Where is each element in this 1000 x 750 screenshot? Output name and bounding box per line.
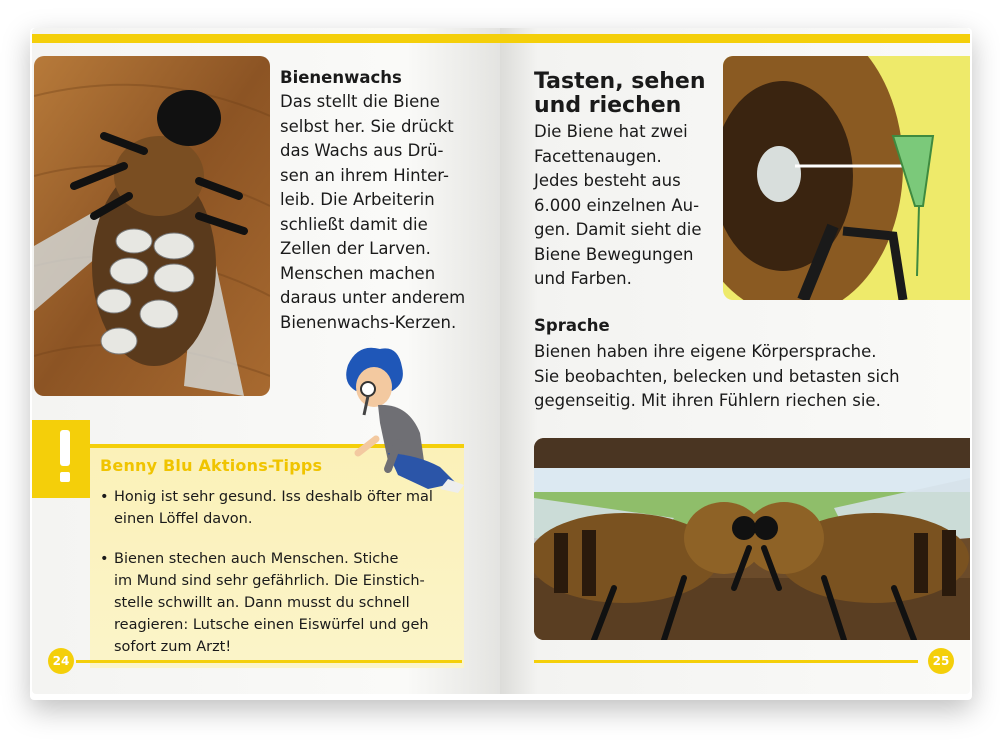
tips-list (100, 486, 460, 658)
left-page (32, 28, 500, 694)
wax-text-block (280, 66, 492, 335)
senses-paragraph: Die Biene hat zwei Facettenaugen. Jedes besteht aus 6.000 einzelnen Au- gen. Damit sieht die Biene Bewegungen und Farben. (534, 122, 702, 288)
tip-item: • Honig ist sehr gesund. Iss deshalb öfter mal einen Löffel davon. (100, 486, 460, 530)
language-heading: Sprache (534, 316, 610, 335)
language-paragraph: Bienen haben ihre eigene Körpersprache. Sie beobachten, belecken und betasten sich gegenseitig. Mit ihren Fühlern riechen sie. (534, 342, 900, 410)
page-number-24: 24 (48, 648, 74, 674)
wax-heading: Bienenwachs (280, 68, 402, 87)
footer-line (76, 660, 462, 663)
wax-bee-illustration (34, 56, 270, 396)
page-number-25: 25 (928, 648, 954, 674)
right-page (500, 28, 970, 694)
tips-flag (32, 420, 90, 498)
senses-heading: Tasten, sehen und riechen (534, 69, 706, 118)
bullet: • (100, 551, 109, 567)
exclamation-icon (58, 430, 72, 484)
wax-paragraph: Das stellt die Biene selbst her. Sie drückt das Wachs aus Drü- sen an ihrem Hinter- leib. Die Arbeiterin schließt damit die Zellen der Larven. Menschen machen daraus unter anderem Bienenwachs-Kerzen. (280, 92, 466, 332)
tips-heading: Benny Blu Aktions-Tipps (100, 456, 323, 475)
top-accent-bar (500, 34, 970, 43)
benny-blu-mascot (328, 343, 466, 493)
tip-item: • Bienen stechen auch Menschen. Stiche im Mund sind sehr gefährlich. Die Einstich- stelle schwillt an. Dann musst du schnell reagieren: Lutsche einen Eiswürfel und geh sofort zum Arzt! (100, 548, 460, 658)
bullet: • (100, 489, 109, 505)
two-bees-illustration (534, 438, 970, 640)
bee-eye-illustration (723, 56, 970, 300)
footer-line (534, 660, 918, 663)
top-accent-bar (32, 34, 500, 43)
